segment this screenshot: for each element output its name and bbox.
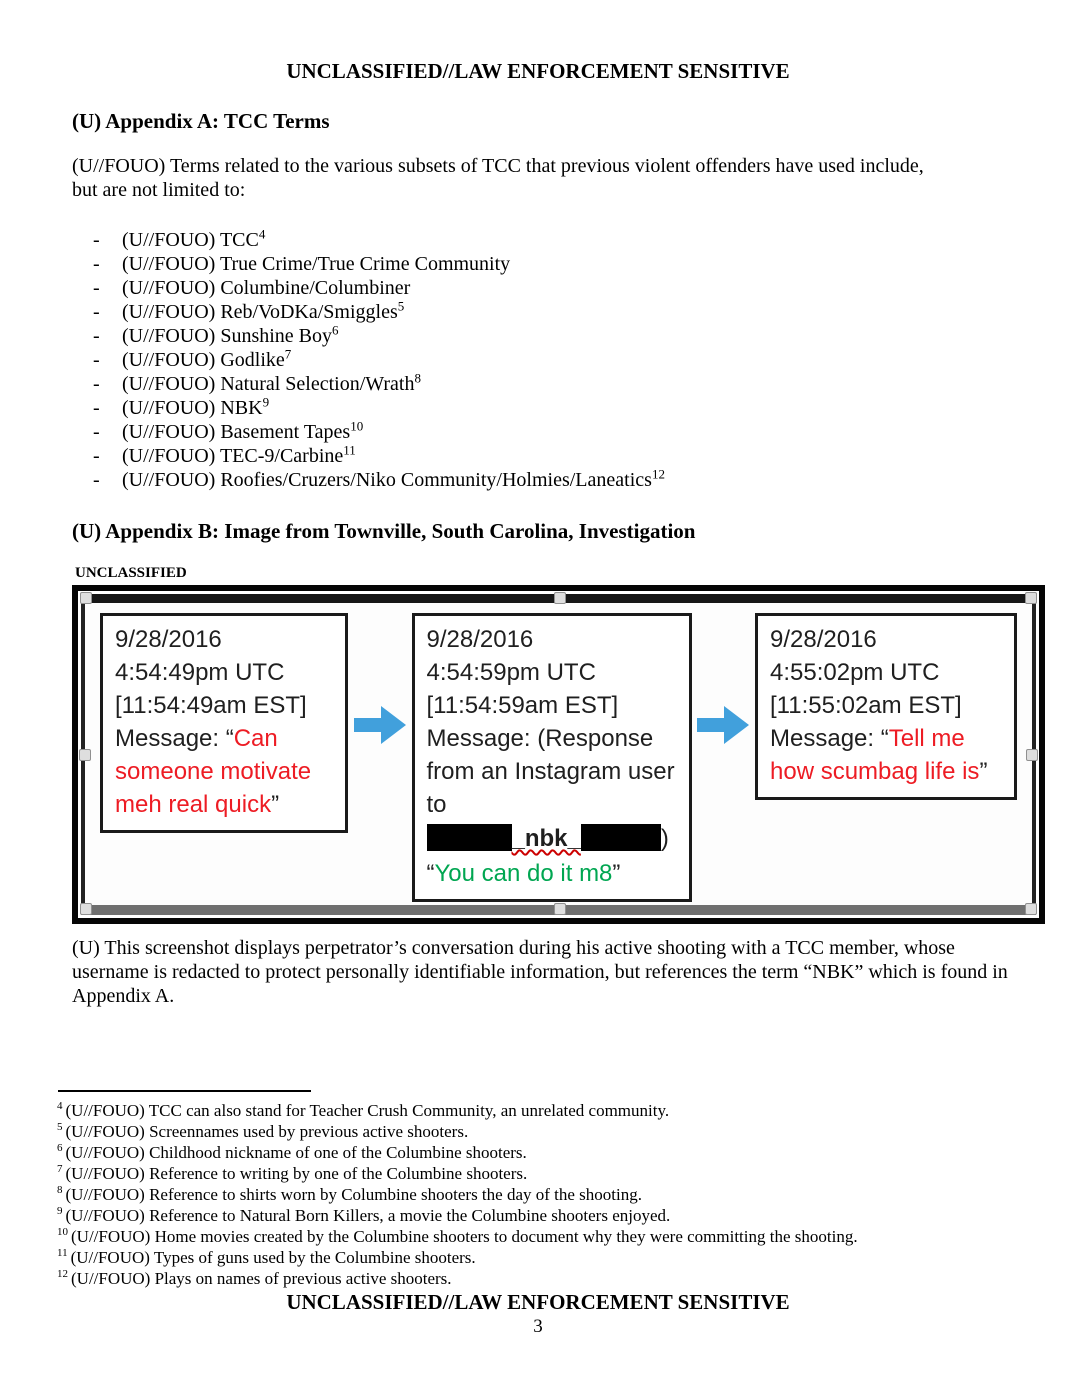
footnote-number: 4 bbox=[57, 1100, 63, 1113]
footnote: $^{11}$ (U//FOUO) Types of guns used by the Columbine shooters. bbox=[57, 1247, 476, 1267]
figure-caption: (U) This screenshot displays perpetrator’s conversation during his active shooting with a TCC member, whose username is redacted to protect personally identifiable information, but references the term “NBK” which is found in Appendix A. bbox=[72, 937, 1008, 1007]
term-item: - (U//FOUO) Sunshine Boy$^6$ bbox=[93, 324, 1076, 348]
footnote: $^5$ (U//FOUO) Screennames used by previous active shooters. bbox=[57, 1121, 469, 1141]
message-time-utc: 4:54:49pm UTC bbox=[115, 659, 285, 686]
footnote-ref: 4 bbox=[258, 226, 266, 242]
response-text: “You can do it m8” bbox=[426, 860, 621, 887]
footnote: $^{10}$ (U//FOUO) Home movies created by the Columbine shooters to document why they were committing the shooting. bbox=[57, 1226, 858, 1246]
term-item: - (U//FOUO) Reb/VoDKa/Smiggles$^5$ bbox=[93, 300, 1076, 324]
footnote: $^8$ (U//FOUO) Reference to shirts worn by Columbine shooters the day of the shooting. bbox=[57, 1184, 642, 1204]
term-item: - (U//FOUO) Natural Selection/Wrath$^8$ bbox=[93, 372, 1076, 396]
figure-classification-label: UNCLASSIFIED bbox=[75, 565, 187, 581]
footnote: $^{12}$ (U//FOUO) Plays on names of previous active shooters. bbox=[57, 1268, 452, 1288]
quoted-response: You can do it m8 bbox=[434, 860, 613, 887]
page-number: 3 bbox=[533, 1316, 543, 1337]
footnote-number: 5 bbox=[57, 1121, 63, 1134]
footnote-number: 10 bbox=[57, 1226, 68, 1239]
term-item: - (U//FOUO) TEC-9/Carbine$^{11}$ bbox=[93, 444, 1076, 468]
right-arrow-icon bbox=[697, 706, 749, 744]
resize-handle[interactable] bbox=[80, 592, 92, 604]
footnote-ref: 9 bbox=[262, 394, 270, 410]
term-item: - (U//FOUO) NBK$^9$ bbox=[93, 396, 1076, 420]
footnote: $^7$ (U//FOUO) Reference to writing by one of the Columbine shooters. bbox=[57, 1163, 528, 1183]
footnote-ref: 10 bbox=[350, 418, 364, 434]
figure-frame[interactable] bbox=[72, 585, 1045, 924]
footnote-number: 9 bbox=[57, 1205, 63, 1218]
appendix-a-heading: (U) Appendix A: TCC Terms bbox=[72, 109, 330, 133]
redaction-bar bbox=[427, 824, 512, 851]
right-arrow-icon bbox=[354, 706, 406, 744]
message-date: 9/28/2016 bbox=[115, 626, 222, 653]
resize-handle[interactable] bbox=[80, 903, 92, 915]
footnote-number: 7 bbox=[57, 1163, 63, 1176]
message-time-utc: 4:54:59pm UTC bbox=[426, 659, 596, 686]
term-item: - (U//FOUO) Basement Tapes$^{10}$ bbox=[93, 420, 1076, 444]
term-item: - (U//FOUO) TCC$^4$ bbox=[93, 228, 1076, 252]
message-time-est: [11:55:02am EST] bbox=[770, 692, 962, 719]
classification-header: UNCLASSIFIED//LAW ENFORCEMENT SENSITIVE bbox=[286, 59, 790, 83]
resize-handle[interactable] bbox=[1025, 592, 1037, 604]
message-date: 9/28/2016 bbox=[426, 626, 534, 653]
resize-handle[interactable] bbox=[1025, 903, 1037, 915]
quoted-message: Tell me how scumbag life is bbox=[770, 725, 980, 785]
term-item: - (U//FOUO) Godlike$^7$ bbox=[93, 348, 1076, 372]
term-item: - (U//FOUO) Roofies/Cruzers/Niko Community/Holmies/Laneatics$^{12}$ bbox=[93, 468, 1076, 492]
term-item: - (U//FOUO) Columbine/Columbiner bbox=[93, 276, 1076, 300]
appendix-b-heading: (U) Appendix B: Image from Townville, South Carolina, Investigation bbox=[72, 519, 696, 543]
footnote-separator bbox=[58, 1090, 311, 1092]
message-box-2 bbox=[412, 613, 692, 902]
footnote-ref: 11 bbox=[343, 442, 356, 458]
footnote: $^9$ (U//FOUO) Reference to Natural Born Killers, a movie the Columbine shooters enjoyed. bbox=[57, 1205, 671, 1225]
message-date: 9/28/2016 bbox=[770, 626, 877, 653]
footnote-number: 8 bbox=[57, 1184, 63, 1197]
resize-handle[interactable] bbox=[1026, 749, 1038, 761]
footnote-number: 6 bbox=[57, 1142, 63, 1155]
footnote-number: 11 bbox=[57, 1247, 68, 1260]
footnote-ref: 7 bbox=[284, 346, 292, 362]
message-box-3 bbox=[755, 613, 1017, 800]
message-time-est: [11:54:49am EST] bbox=[115, 692, 307, 719]
footnote-ref: 8 bbox=[414, 370, 421, 386]
redaction-bar bbox=[581, 824, 661, 851]
message-time-utc: 4:55:02pm UTC bbox=[770, 659, 940, 686]
footnote-ref: 5 bbox=[397, 298, 405, 314]
footnote: $^6$ (U//FOUO) Childhood nickname of one of the Columbine shooters. bbox=[57, 1142, 527, 1162]
resize-handle[interactable] bbox=[554, 592, 566, 604]
message-text: Message: “Tell me how scumbag life is” bbox=[770, 725, 988, 785]
message-flow bbox=[85, 603, 1032, 905]
footnotes-section bbox=[57, 1100, 1076, 1289]
figure-image bbox=[81, 594, 1036, 915]
quoted-message: Can someone motivate meh real quick bbox=[115, 725, 312, 818]
footnote-number: 12 bbox=[57, 1268, 68, 1281]
message-time-est: [11:54:59am EST] bbox=[426, 692, 619, 719]
resize-handle[interactable] bbox=[554, 903, 566, 915]
classification-footer: UNCLASSIFIED//LAW ENFORCEMENT SENSITIVE bbox=[286, 1290, 790, 1314]
message-text: Message: “Can someone motivate meh real quick” bbox=[115, 725, 312, 818]
footnote-ref: 12 bbox=[651, 466, 665, 482]
appendix-a-intro: (U//FOUO) Terms related to the various subsets of TCC that previous violent offenders have used include, but are not limited to: bbox=[72, 155, 924, 201]
footnote: $^4$ (U//FOUO) TCC can also stand for Teacher Crush Community, an unrelated community. bbox=[57, 1100, 670, 1120]
nbk-username-fragment: _nbk_ bbox=[511, 825, 581, 852]
resize-handle[interactable] bbox=[79, 749, 91, 761]
tcc-terms-list bbox=[93, 228, 1076, 492]
term-item: - (U//FOUO) True Crime/True Crime Community bbox=[93, 252, 1076, 276]
message-text: Message: (Response from an Instagram user to bbox=[426, 725, 675, 818]
footnote-ref: 6 bbox=[332, 322, 339, 338]
message-box-1 bbox=[100, 613, 348, 833]
redacted-username: _nbk_ ) bbox=[427, 821, 677, 857]
